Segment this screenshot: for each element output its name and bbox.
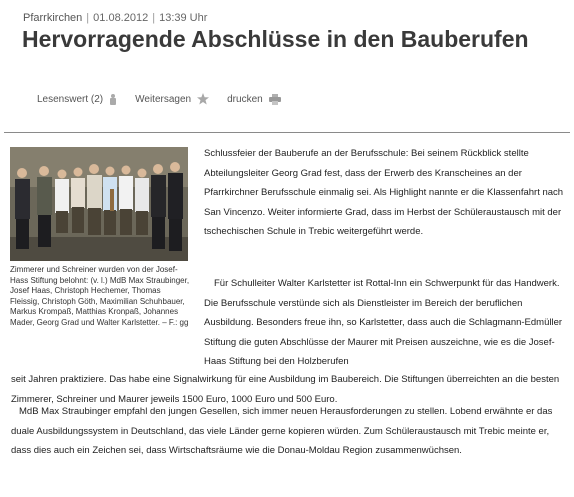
share-label: Weitersagen [135, 93, 192, 105]
rating-label: Lesenswert (2) [37, 93, 104, 105]
article-headline: Hervorragende Abschlüsse in den Bauberufen [22, 26, 529, 52]
thumb-icon [109, 94, 117, 105]
meta-separator: | [152, 12, 156, 24]
article-actions [37, 93, 299, 105]
print-label: drucken [227, 93, 263, 105]
article-photo [10, 147, 188, 261]
printer-icon [269, 94, 281, 105]
star-icon [197, 93, 209, 105]
article-meta [23, 12, 207, 24]
article-paragraph-2: Für Schulleiter Walter Karlstetter ist Rottal-Inn ein Schwerpunkt für das Handwerk. Die Berufsschule verstünde sich als Dienstleister im Bereich der beruflichen Ausbildung. Besonders freue ihn, so Karlstetter, dass auch die Schlagmann-Edmüller Stiftung die guten Abschlüsse der Maurer mit Preisen auszeichne, wie es die Josef-Haas Stiftung bei den Holzberufen [204, 278, 563, 367]
share-button[interactable] [135, 93, 209, 105]
section-divider [4, 132, 570, 133]
article-time: 13:39 Uhr [159, 12, 208, 24]
article-paragraph-3: MdB Max Straubinger empfahl den jungen Gesellen, sich immer neuen Herausforderungen zu stellen. Lobend erwähnte er das duale Ausbildungssystem in Deutschland, das viele Länder gerne kopieren würden. Zum Schüleraustausch mit Trebic meinte er, dass dies auch ein Zeichen sei, dass Wirtschaftsräume wie die Donau-Moldau Region zusammenwüchsen. [11, 406, 553, 456]
article-paragraph-2-continued: seit Jahren praktiziere. Das habe eine Signalwirkung für eine Ausbildung im Baubereich. Die Stiftungen überreichten an die besten Zimmerer, Schreiner und Maurer jeweils 1500 Euro, 1000 Euro und 500 Euro. [11, 374, 560, 405]
rating-button[interactable] [37, 94, 117, 105]
photo-caption: Zimmerer und Schreiner wurden von der Josef-Hass Stiftung belohnt: (v. l.) MdB Max Straubinger, Josef Haas, Christoph Hechemer, Thomas Fleissig, Christoph Göth, Maximilian Schuhbauer, Markus Krompaß, Matthias Kronpaß, Johannes Mader, Georg Grad und Walter Karlstetter. – F.: gg [10, 265, 190, 327]
print-button[interactable] [227, 94, 281, 105]
article-date: 01.08.2012 [93, 12, 149, 24]
article-paragraph-1: Schlussfeier der Bauberufe an der Berufsschule: Bei seinem Rückblick stellte Abteilungsleiter Georg Grad fest, dass der Erwerb des Kranscheines an der Pfarrkirchner Berufsschule einmalig sei. Als Highlight nannte er die Klassenfahrt nach San Vincenzo. Weiter informierte Grad, dass im Herbst der Schüleraustausch mit der tschechischen Schule in Trebic weitergeführt werde. [204, 148, 564, 237]
article-location: Pfarrkirchen [23, 12, 83, 24]
meta-separator: | [86, 12, 90, 24]
